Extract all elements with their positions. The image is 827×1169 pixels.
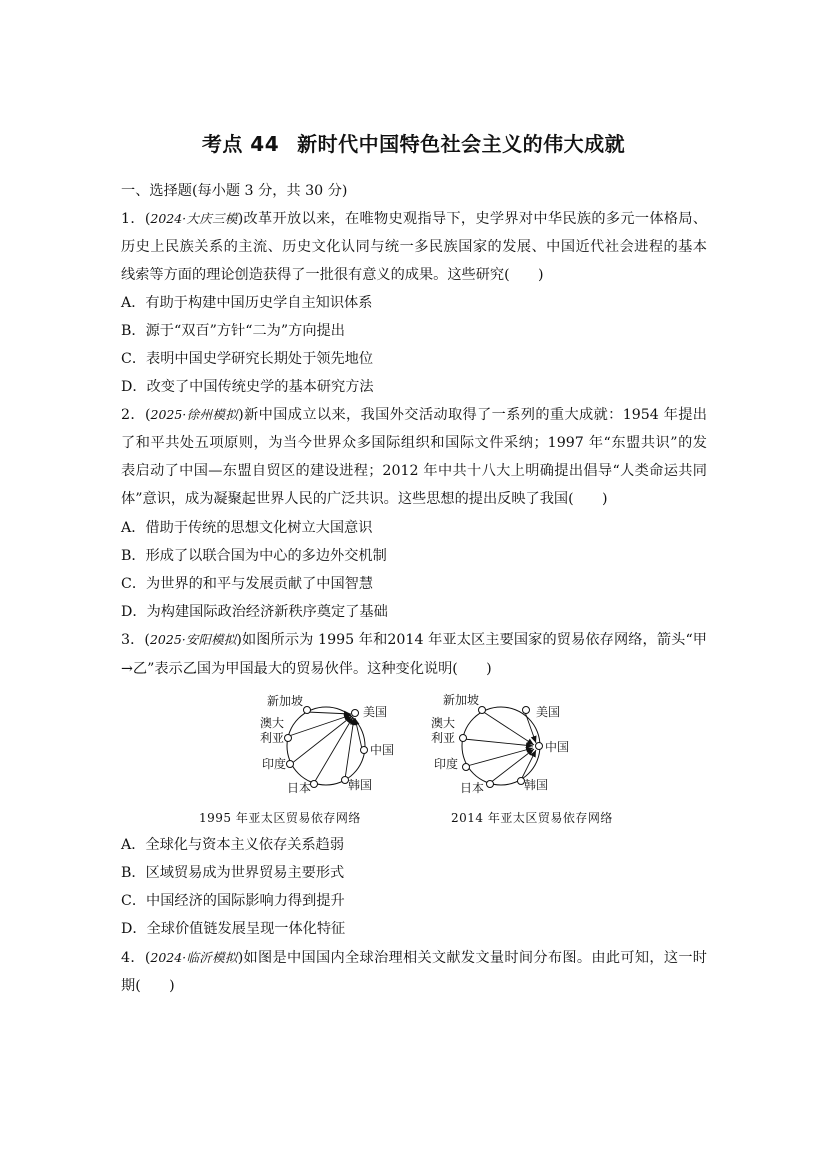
q1-option-b[interactable]: B．源于“双百”方针“二为”方向提出 [121,323,345,339]
q1-source: 2024·大庆三模 [150,211,238,226]
q3-option-d[interactable]: D．全球价值链发展呈现一体化特征 [121,921,346,937]
label-usa-1995: 美国 [363,705,388,719]
section-heading: 一、选择题(每小题 3 分，共 30 分) [121,183,348,199]
q1-line-1: 1．(2024·大庆三模)改革开放以来，在唯物史观指导下，史学界对中华民族的多元一体格局、 [121,211,707,227]
label-korea-2014: 韩国 [524,778,549,792]
q3-option-c[interactable]: C．中国经济的国际影响力得到提升 [121,893,345,909]
q2-option-d[interactable]: D．为构建国际政治经济新秩序奠定了基础 [121,604,388,620]
caption-1995: 1995 年亚太区贸易依存网络 [199,811,361,825]
label-australia-1-2014: 澳大 [431,716,456,730]
label-usa-2014: 美国 [536,705,561,719]
q3-option-b[interactable]: B．区域贸易成为世界贸易主要形式 [121,865,345,881]
q2-line-2: 了和平共处五项原则，为当今世界众多国际组织和国际文件采纳；1997 年“东盟共识”的发 [121,435,707,451]
label-india-1995: 印度 [262,757,287,771]
label-australia-1-1995: 澳大 [260,716,285,730]
label-korea-1995: 韩国 [348,778,373,792]
q1-line-3: 线索等方面的理论创造获得了一批很有意义的成果。这些研究( ) [121,267,544,283]
q1-line-2: 历史上民族关系的主流、历史文化认同与统一多民族国家的发展、中国近代社会进程的基本 [121,239,707,255]
q4-line-2: 期( ) [121,978,175,994]
title-text: 新时代中国特色社会主义的伟大成就 [297,132,626,156]
q3-option-a[interactable]: A．全球化与资本主义依存关系趋弱 [121,837,345,853]
q2-line-1: 2．(2025·徐州模拟)新中国成立以来，我国外交活动取得了一系列的重大成就：1954 年提出 [121,407,707,423]
label-japan-2014: 日本 [460,781,485,795]
network-1995 [260,693,394,795]
q3-line-1: 3．(2025·安阳模拟)如图所示为 1995 年和2014 年亚太区主要国家的贸易依存网络，箭头“甲 [121,632,707,648]
q3-line-2: →乙”表示乙国为甲国最大的贸易伙伴。这种变化说明( ) [121,661,492,677]
label-singapore-1995: 新加坡 [267,694,304,708]
label-australia-2-2014: 利亚 [431,731,456,745]
q3-source: 2025·安阳模拟 [149,632,237,647]
q2-option-a[interactable]: A．借助于传统的思想文化树立大国意识 [121,520,373,536]
label-japan-1995: 日本 [287,781,312,795]
q2-option-b[interactable]: B．形成了以联合国为中心的多边外交机制 [121,548,387,564]
title-number: 考点 44 [201,132,280,156]
q4-line-1: 4．(2024·临沂模拟)如图是中国国内全球治理相关文献发文量时间分布图。由此可知，这一时 [121,950,707,966]
q2-line-4: 体”意识，成为凝聚起世界人民的广泛共识。这些思想的提出反映了我国( ) [121,491,608,507]
label-india-2014: 印度 [434,757,459,771]
label-singapore-2014: 新加坡 [443,693,480,707]
label-china-1995: 中国 [370,743,395,757]
label-australia-2-1995: 利亚 [260,731,285,745]
page-title [0,128,827,157]
q2-line-3: 表启动了中国—东盟自贸区的建设进程；2012 年中共十八大上明确提出倡导“人类命运共同 [121,463,707,479]
q1-option-c[interactable]: C．表明中国史学研究长期处于领先地位 [121,351,374,367]
q2-option-c[interactable]: C．为世界的和平与发展贡献了中国智慧 [121,576,374,592]
q1-option-a[interactable]: A．有助于构建中国历史学自主知识体系 [121,295,373,311]
network-2014 [431,692,569,795]
q4-source: 2024·临沂模拟 [150,950,238,965]
caption-2014: 2014 年亚太区贸易依存网络 [451,811,613,825]
trade-network-figure [250,688,650,828]
q2-source: 2025·徐州模拟 [150,407,239,422]
q1-option-d[interactable]: D．改变了中国传统史学的基本研究方法 [121,379,374,395]
label-china-2014: 中国 [545,740,570,754]
